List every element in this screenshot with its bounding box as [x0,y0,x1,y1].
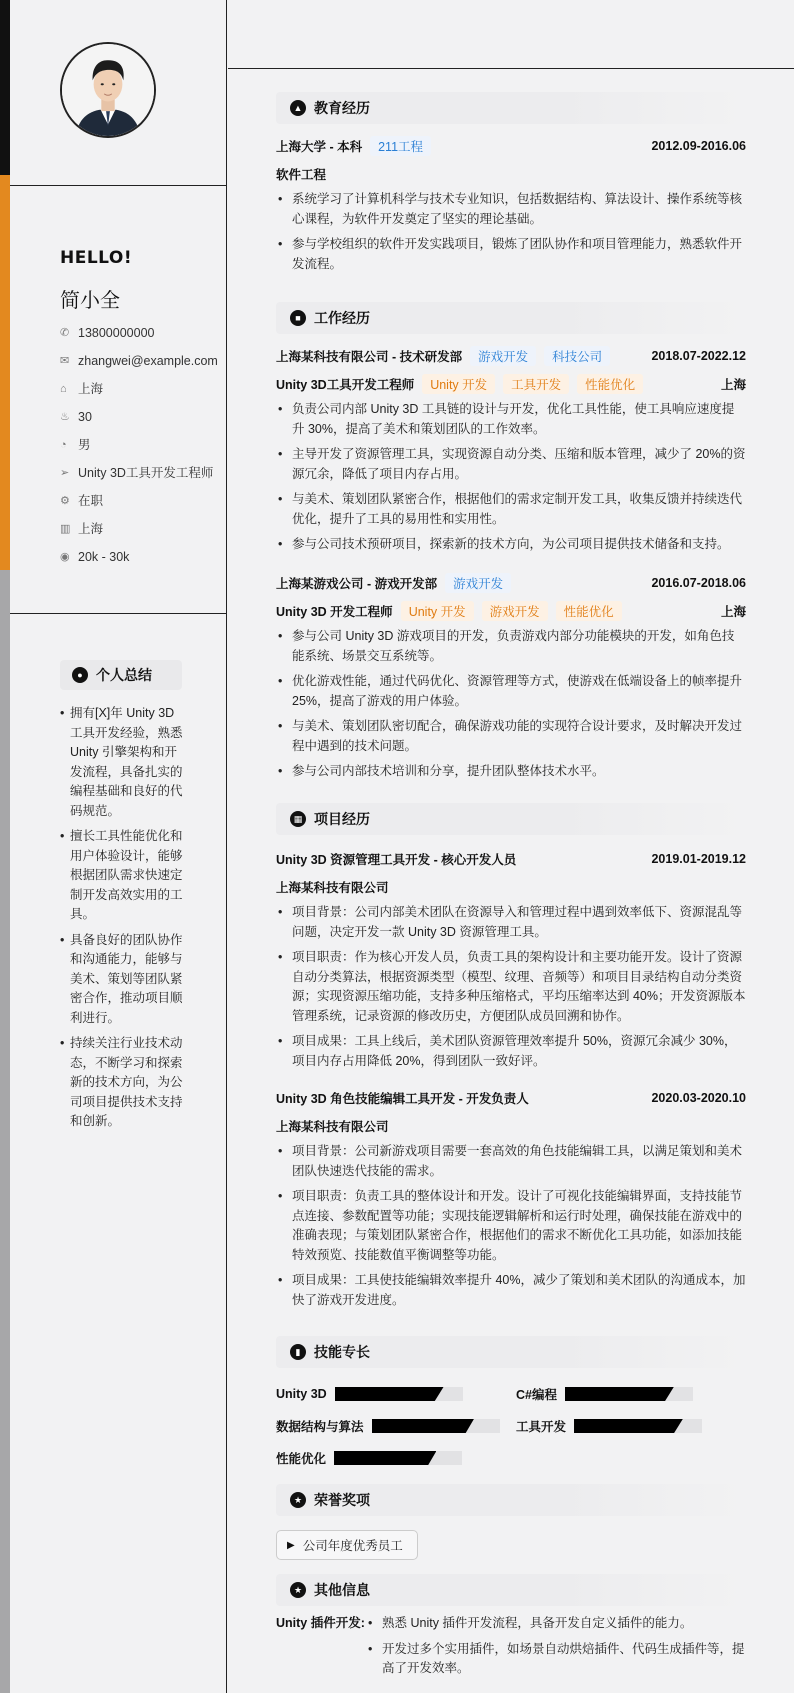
project-company-row [276,877,746,897]
list-item: • 参与公司 Unity 3D 游戏项目的开发，负责游戏内部分功能模块的开发，如角色技能系统、场景交互系统等。 [276,627,746,666]
info-text: 在职 [78,494,104,508]
job-role-row [276,374,746,394]
job-period: 2018.07-2022.12 [651,349,746,363]
list-item: • 项目成果：工具使技能编辑效率提升 40%，减少了策划和美术团队的沟通成本，加快了游戏开发进度。 [276,1271,746,1310]
section-title: 工作经历 [314,310,370,326]
list-item: • 与美术、策划团队密切配合，确保游戏功能的实现符合设计要求，及时解决开发过程中遇到的技术问题。 [276,717,746,756]
job-company-row [276,346,746,366]
info-location [60,380,230,399]
contact-info-list [60,324,230,576]
info-text: 男 [78,438,91,452]
work-heading [276,302,746,334]
project-period: 2020.03-2020.10 [651,1091,746,1105]
summary-item: • 具备良好的团队协作和沟通能力，能够与美术、策划等团队紧密合作，推动项目顺利进行。 [60,931,185,1029]
skill-name: C#编程 [516,1388,557,1402]
info-age [60,408,230,427]
list-item: • 项目背景：公司新游戏项目需要一套高效的角色技能编辑工具，以满足策划和美术团队快速迭代技能的需求。 [276,1142,746,1181]
other-key: Unity 插件开发: [276,1616,365,1630]
section-title: 教育经历 [314,100,370,116]
info-work-city [60,520,230,539]
other-info [276,1614,746,1685]
job-role: Unity 3D 开发工程师 [276,605,393,619]
role-tag: Unity 开发 [422,374,495,394]
candidate-name: 简小全 [60,290,120,312]
skill-tool-dev [516,1417,702,1435]
section-title: 荣誉奖项 [314,1492,370,1508]
info-status [60,492,230,511]
skill-name: 工具开发 [516,1420,567,1434]
money-icon: ◉ [60,551,70,563]
project-company-row [276,1116,746,1136]
send-icon: ➢ [60,467,70,479]
list-item: • 参与学校组织的软件开发实践项目，锻炼了团队协作和项目管理能力，熟悉软件开发流程。 [276,235,746,274]
honors-heading [276,1484,746,1516]
job-duties-list [276,627,746,782]
list-item: • 参与公司技术预研项目，探索新的技术方向，为公司项目提供技术储备和支持。 [276,535,746,555]
building-icon: ▥ [60,523,71,535]
list-item: • 项目职责：作为核心开发人员，负责工具的架构设计和主要功能开发。设计了资源自动分类算法，根据资源类型（模型、纹理、音频等）和项目目录结构自动分类资源；实现资源压缩功能，支持多种压缩格式，平均压缩率达到 40%；开发资源版本管理系统，记录资源的修改历史，方便团队成员回溯和协作。 [276,948,746,1026]
award-icon: ★ [290,1582,306,1598]
section-title: 技能专长 [314,1344,370,1360]
bar-chart-icon: ▮ [290,1344,306,1360]
award-badge [276,1530,418,1560]
info-text: 30 [78,410,92,424]
info-text: 上海 [78,522,104,536]
major: 软件工程 [276,168,327,182]
skill-bar-fill [565,1387,674,1401]
job-city: 上海 [720,605,746,619]
skill-unity3d [276,1385,463,1403]
project-block-2 [276,1088,746,1316]
company-tag: 科技公司 [544,346,610,366]
portrait-image [62,44,154,136]
company-name: 上海某科技有限公司 - 技术研发部 [276,350,463,364]
project-title-row [276,849,746,869]
cake-icon: ♨ [60,411,70,423]
education-list [276,190,746,274]
accent-bar-top [0,0,10,175]
skills-heading [276,1336,746,1368]
other-heading [276,1574,746,1606]
list-item: • 系统学习了计算机科学与技术专业知识，包括数据结构、算法设计、操作系统等核心课程，为软件开发奠定了坚实的理论基础。 [276,190,746,229]
award-icon: ★ [290,1492,306,1508]
role-tag: 游戏开发 [482,601,548,621]
summary-list [60,704,185,1138]
role-tag: 性能优化 [556,601,622,621]
projects-heading [276,803,746,835]
list-item: • 优化游戏性能，通过代码优化、资源管理等方式，使游戏在低端设备上的帧率提升 25%，提高了游戏的用户体验。 [276,672,746,711]
sidebar-divider [10,613,227,614]
skill-bar [574,1419,702,1433]
skill-bar [565,1387,693,1401]
project-details-list [276,903,746,1071]
education-block [276,136,746,280]
avatar [60,42,156,138]
summary-item: • 持续关注行业技术动态，不断学习和探索新的技术方向，为公司项目提供技术支持和创新。 [60,1034,185,1132]
home-icon: ⌂ [60,383,67,395]
other-list [366,1614,746,1685]
school-name: 上海大学 - 本科 [276,140,363,154]
school-tag: 211工程 [370,136,431,156]
award-name: 公司年度优秀员工 [302,1539,403,1553]
skill-bar [372,1419,500,1433]
sidebar-divider [10,185,227,186]
project-name: Unity 3D 资源管理工具开发 - 核心开发人员 [276,853,517,867]
job-block-2 [276,573,746,788]
phone-icon: ✆ [60,327,70,339]
job-city: 上海 [720,378,746,392]
skill-csharp [516,1385,693,1403]
company-tag: 游戏开发 [470,346,536,366]
project-period: 2019.01-2019.12 [651,852,746,866]
mail-icon: ✉ [60,355,70,367]
graduation-cap-icon: ▲ [290,100,306,116]
job-role-row [276,601,746,621]
info-text: 20k - 30k [78,550,130,564]
list-item: • 开发过多个实用插件，如场景自动烘焙插件、代码生成插件等，提高了开发效率。 [366,1640,746,1679]
project-block-1 [276,849,746,1077]
info-gender [60,436,230,455]
company-tag: 游戏开发 [445,573,511,593]
gender-icon: ◔ [60,439,67,451]
hello-heading: HELLO! [60,248,133,268]
skill-name: Unity 3D [276,1387,327,1401]
info-text: 13800000000 [78,326,155,340]
education-heading [276,92,746,124]
briefcase-icon: ■ [290,310,306,326]
section-title: 项目经历 [314,811,370,827]
list-item: • 与美术、策划团队紧密合作，根据他们的需求定制开发工具，收集反馈并持续迭代优化，提升了工具的易用性和实用性。 [276,490,746,529]
role-tag: 性能优化 [577,374,643,394]
job-duties-list [276,400,746,555]
info-email [60,352,230,371]
education-period: 2012.09-2016.06 [651,139,746,153]
summary-heading [60,660,182,690]
info-position [60,464,230,483]
accent-bar-middle [0,175,10,570]
info-text: Unity 3D工具开发工程师 [78,466,214,480]
summary-item: • 擅长工具性能优化和用户体验设计，能够根据团队需求快速定制开发高效实用的工具。 [60,827,185,925]
skill-bar-fill [334,1451,436,1465]
project-company: 上海某科技有限公司 [276,1120,389,1134]
user-icon: ● [72,667,88,683]
skill-data-structures [276,1417,500,1435]
skill-bar-fill [372,1419,474,1433]
list-item: • 项目职责：负责工具的整体设计和开发。设计了可视化技能编辑界面，支持技能节点连接、参数配置等功能；实现技能逻辑解析和运行时处理，确保技能在游戏中的准确表现；与策划团队紧密合作，根据他们的需求不断优化工具功能，如添加技能特效预览、技能数值平衡调整等功能。 [276,1187,746,1265]
job-company-row [276,573,746,593]
summary-item: • 拥有[X]年 Unity 3D 工具开发经验，熟悉 Unity 引擎架构和开发流程，具备扎实的编程基础和良好的代码规范。 [60,704,185,821]
skill-bar-fill [574,1419,683,1433]
info-text: zhangwei@example.com [78,354,218,368]
grid-icon: ▦ [290,811,306,827]
info-salary [60,548,230,567]
skill-name: 性能优化 [276,1452,327,1466]
project-title-row [276,1088,746,1108]
list-item: • 熟悉 Unity 插件开发流程，具备开发自定义插件的能力。 [366,1614,746,1634]
list-item: • 项目背景：公司内部美术团队在资源导入和管理过程中遇到效率低下、资源混乱等问题，决定开发一款 Unity 3D 资源管理工具。 [276,903,746,942]
list-item: • 项目成果：工具上线后，美术团队资源管理效率提升 50%，资源冗余减少 30%，项目内存占用降低 20%，得到团队一致好评。 [276,1032,746,1071]
list-item: • 负责公司内部 Unity 3D 工具链的设计与开发，优化工具性能，使工具响应速度提升 30%，提高了美术和策划团队的工作效率。 [276,400,746,439]
skill-bar-fill [335,1387,444,1401]
project-details-list [276,1142,746,1310]
skill-bar [335,1387,463,1401]
main-content [228,0,794,1693]
major-row [276,164,746,184]
top-divider [228,68,794,69]
skill-bar [334,1451,462,1465]
role-tag: 工具开发 [503,374,569,394]
summary-title: 个人总结 [96,667,152,683]
project-name: Unity 3D 角色技能编辑工具开发 - 开发负责人 [276,1092,529,1106]
accent-bar-bottom [0,570,10,1693]
list-item: • 参与公司内部技术培训和分享，提升团队整体技术水平。 [276,762,746,782]
job-role: Unity 3D工具开发工程师 [276,378,415,392]
skill-performance [276,1449,462,1467]
role-tag: Unity 开发 [401,601,474,621]
education-row [276,136,746,156]
sidebar [10,0,227,1693]
section-title: 其他信息 [314,1582,370,1598]
list-item: • 主导开发了资源管理工具，实现资源自动分类、压缩和版本管理，减少了 20%的资源冗余，降低了项目内存占用。 [276,445,746,484]
company-name: 上海某游戏公司 - 游戏开发部 [276,577,438,591]
job-block-1 [276,346,746,561]
job-period: 2016.07-2018.06 [651,576,746,590]
play-icon: ▶ [287,1539,295,1551]
info-phone [60,324,230,343]
gear-icon: ⚙ [60,495,70,507]
project-company: 上海某科技有限公司 [276,881,389,895]
skill-name: 数据结构与算法 [276,1420,364,1434]
info-text: 上海 [78,382,104,396]
